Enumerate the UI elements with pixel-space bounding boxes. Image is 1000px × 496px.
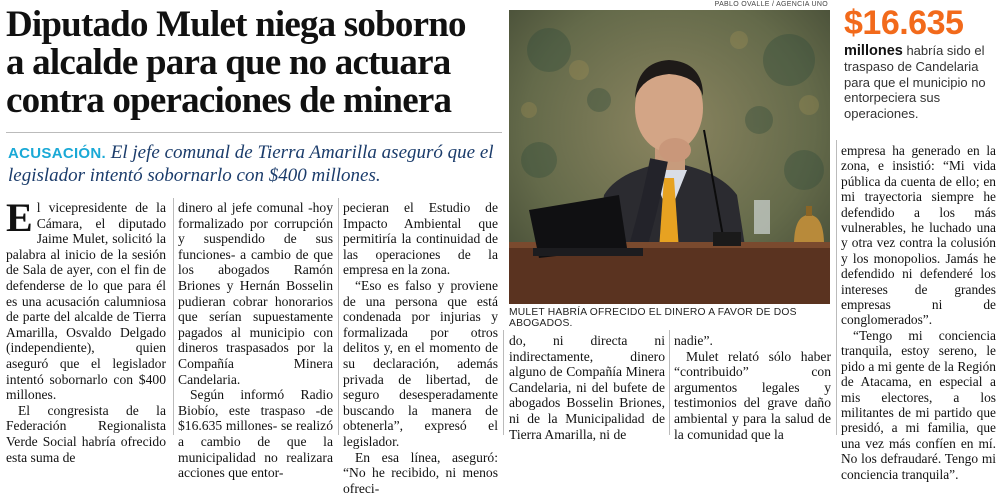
stat-text (844, 43, 994, 121)
divider (669, 330, 670, 435)
paragraph: Según informó Radio Biobío, este traspaso -de $16.635 millones- se realizó a cambio de que la municipalidad no realizara acciones que entor- (178, 387, 333, 481)
divider (173, 198, 174, 435)
paragraph: l vicepresidente de la Cámara, el diputado Jaime Mulet, solicitó la palabra al inicio de la sesión de Sala de ayer, con el fin de defenderse de lo que para él es una acusación calumniosa de parte del alcalde de Tierra Amarilla, Osvaldo Delgado (independiente), quien aseguró que el legislador intentó sobornarlo con $400 millones. (6, 200, 166, 402)
deck-kicker: ACUSACIÓN. (8, 145, 106, 162)
paragraph: En esa línea, aseguró: “No he recibido, ni menos ofreci- (343, 450, 498, 496)
deck-text: El jefe comunal de Tierra Amarilla aseguró que el legislador intentó sobornarlo con $400 millones. (8, 142, 494, 186)
headline-line-1: Diputado Mulet niega soborno (6, 6, 502, 44)
paragraph: pecieran el Estudio de Impacto Ambiental que permitiría la continuidad de las operaciones de la empresa en la zona. (343, 200, 498, 278)
body-column-4 (509, 333, 665, 442)
deck (8, 142, 500, 187)
headline (6, 6, 502, 120)
stat-number: $16.635 (844, 4, 963, 43)
body-column-2 (178, 200, 333, 481)
divider (503, 330, 504, 435)
paragraph: “Tengo mi conciencia tranquila, estoy sereno, le pido a mi gente de la Región de Atacama, en especial a mis electores, a los militantes de mi partido que presidó, a mi familia, que una vez más confíen en mí. No los defraudaré. Tengo mi conciencia tranquila”. (841, 328, 996, 482)
drop-cap: E (6, 201, 33, 235)
photo-credit: PABLO OVALLE / AGENCIA UNO (700, 1, 828, 8)
divider (836, 140, 837, 435)
paragraph: dinero al jefe comunal -hoy formalizado por corrupción y suspendido de sus funciones- a cambio de que los abogados Ramón Briones y Hernán Bosselin pudieran cobrar honorarios que serían supuestamente pagados al municipio con dineros traspasados por la Compañía Minera Candelaria. (178, 200, 333, 387)
divider (6, 132, 502, 133)
body-column-1 (6, 200, 166, 465)
body-column-5 (674, 333, 831, 442)
paragraph: El congresista de la Federación Regionalista Verde Social habría ofrecido esta suma de (6, 403, 166, 465)
paragraph: Mulet relató sólo haber “contribuido” con argumentos legales y testimonios del grave daño ambiental y para la salud de la comunidad que la (674, 349, 831, 443)
paragraph: “Eso es falso y proviene de una persona que está condenada por injurias y formalizada por otros delitos y, en el momento de su declaración, además privada de libertad, de seguro desesperadamente buscando la manera de obtenerla”, expresó el legislador. (343, 278, 498, 450)
stat-description: habría sido el traspaso de Candelaria para que el municipio no entorpeciera sus operaciones. (844, 43, 986, 121)
photo-illustration (509, 10, 830, 304)
stat-unit: millones (844, 43, 903, 59)
paragraph: do, ni directa ni indirectamente, dinero alguno de Compañía Minera Candelaria, ni del bufete de abogados Bosselin Briones, ni de la Municipalidad de Tierra Amarilla, ni de (509, 333, 665, 442)
body-column-6 (841, 143, 996, 482)
body-column-3 (343, 200, 498, 496)
headline-line-3: contra operaciones de minera (6, 82, 502, 120)
photo (509, 10, 830, 304)
photo-caption: MULET HABRÍA OFRECIDO EL DINERO A FAVOR DE DOS ABOGADOS. (509, 307, 830, 329)
headline-line-2: a alcalde para que no actuara (6, 44, 502, 82)
paragraph: empresa ha generado en la zona, e insistió: “Mi vida pública da cuenta de ello; en mi trayectoria siempre he defendido a los más vulnerables, he luchado una y otra vez contra la colusión y los monopolios. Jamás he defendido ni defenderé los intereses de grandes empresas ni de conglomerados”. (841, 143, 996, 328)
paragraph: nadie”. (674, 333, 831, 349)
divider (338, 198, 339, 435)
